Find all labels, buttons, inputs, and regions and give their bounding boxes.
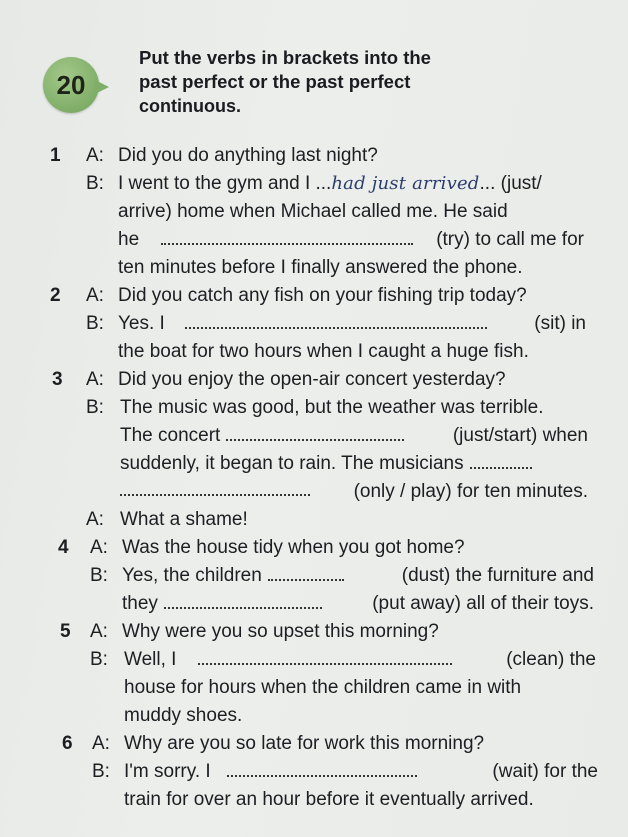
speaker-a: A: bbox=[92, 733, 110, 754]
instruction-line-2: past perfect or the past perfect bbox=[139, 71, 411, 92]
answer-text: (put away) all of their toys. bbox=[372, 593, 594, 614]
answer-line: train for over an hour before it eventually arrived. bbox=[124, 789, 534, 810]
speaker-b: B: bbox=[86, 173, 104, 194]
item-number: 1 bbox=[50, 145, 61, 166]
answer-text: (wait) for the bbox=[492, 761, 598, 782]
answer-text: (only / play) for ten minutes. bbox=[353, 481, 588, 502]
answer-blank[interactable] bbox=[120, 480, 310, 496]
answer-text: he bbox=[118, 229, 140, 250]
speaker-a: A: bbox=[86, 369, 104, 390]
speaker-a: A: bbox=[90, 537, 108, 558]
answer-blank[interactable] bbox=[470, 453, 532, 469]
question-text: Why are you so late for work this morning? bbox=[124, 733, 485, 754]
speaker-b: B: bbox=[92, 761, 110, 782]
exercise-number: 20 bbox=[56, 69, 86, 100]
question-text: Did you catch any fish on your fishing trip today? bbox=[118, 285, 527, 306]
speaker-a: A: bbox=[86, 145, 104, 166]
handwritten-answer[interactable]: had just arrived bbox=[331, 173, 480, 194]
answer-blank[interactable] bbox=[268, 565, 344, 581]
answer-text: (clean) the bbox=[506, 649, 596, 670]
speaker-b: B: bbox=[90, 565, 108, 586]
answer-line: muddy shoes. bbox=[124, 705, 243, 726]
answer-text: Yes. I bbox=[118, 313, 165, 334]
answer-text: (dust) the furniture and bbox=[401, 565, 594, 586]
answer-blank[interactable] bbox=[226, 425, 404, 441]
question-text: Why were you so upset this morning? bbox=[122, 621, 439, 642]
answer-blank[interactable] bbox=[227, 761, 417, 777]
answer-line: The music was good, but the weather was terrible. bbox=[120, 397, 544, 418]
answer-text: (sit) in bbox=[534, 313, 586, 334]
instruction-line-3: continuous. bbox=[139, 96, 241, 116]
answer-text: The concert bbox=[120, 425, 221, 446]
answer-line bbox=[118, 172, 542, 196]
answer-text: suddenly, it began to rain. The musicians bbox=[120, 453, 464, 474]
answer-line: What a shame! bbox=[120, 509, 248, 530]
answer-line bbox=[122, 564, 594, 588]
answer-text: Well, I bbox=[124, 649, 177, 670]
answer-text: I'm sorry. I bbox=[124, 761, 211, 782]
badge-pointer bbox=[95, 80, 109, 94]
answer-text: they bbox=[122, 593, 158, 614]
answer-blank[interactable] bbox=[198, 649, 452, 665]
answer-line bbox=[124, 648, 596, 672]
instruction-line-1: Put the verbs in brackets into the bbox=[139, 47, 431, 68]
answer-text: (try) to call me for bbox=[436, 229, 584, 250]
item-number: 2 bbox=[50, 285, 61, 306]
exercise-number-badge bbox=[43, 57, 99, 113]
question-text: Did you do anything last night? bbox=[118, 145, 378, 166]
answer-line: the boat for two hours when I caught a huge fish. bbox=[118, 341, 529, 362]
answer-line: ten minutes before I finally answered the phone. bbox=[118, 257, 523, 278]
speaker-a: A: bbox=[90, 621, 108, 642]
question-text: Did you enjoy the open-air concert yesterday? bbox=[118, 369, 506, 390]
answer-line bbox=[120, 424, 588, 448]
item-number: 6 bbox=[62, 733, 73, 754]
answer-line bbox=[120, 480, 588, 504]
answer-blank[interactable] bbox=[164, 593, 322, 609]
answer-line bbox=[122, 592, 594, 616]
answer-text: Yes, the children bbox=[122, 565, 262, 586]
show-through-text bbox=[340, 8, 356, 26]
item-number: 3 bbox=[52, 369, 63, 390]
answer-text: (just/start) when bbox=[452, 425, 588, 446]
answer-blank[interactable] bbox=[185, 313, 487, 329]
answer-line bbox=[118, 312, 586, 336]
speaker-b: B: bbox=[86, 313, 104, 334]
answer-line bbox=[124, 760, 598, 784]
answer-blank[interactable] bbox=[161, 229, 413, 245]
item-number: 5 bbox=[60, 621, 71, 642]
speaker-b: B: bbox=[86, 397, 104, 418]
speaker-a: A: bbox=[86, 509, 104, 530]
instruction bbox=[139, 46, 539, 118]
answer-line: arrive) home when Michael called me. He said bbox=[118, 201, 508, 222]
question-text: Was the house tidy when you got home? bbox=[122, 537, 465, 558]
speaker-a: A: bbox=[86, 285, 104, 306]
answer-text: I went to the gym and I ... bbox=[118, 173, 332, 194]
answer-line bbox=[118, 228, 584, 252]
answer-line: house for hours when the children came in with bbox=[124, 677, 522, 698]
answer-text: ... (just/ bbox=[479, 173, 542, 194]
speaker-b: B: bbox=[90, 649, 108, 670]
answer-line bbox=[120, 452, 588, 476]
item-number: 4 bbox=[58, 537, 69, 558]
